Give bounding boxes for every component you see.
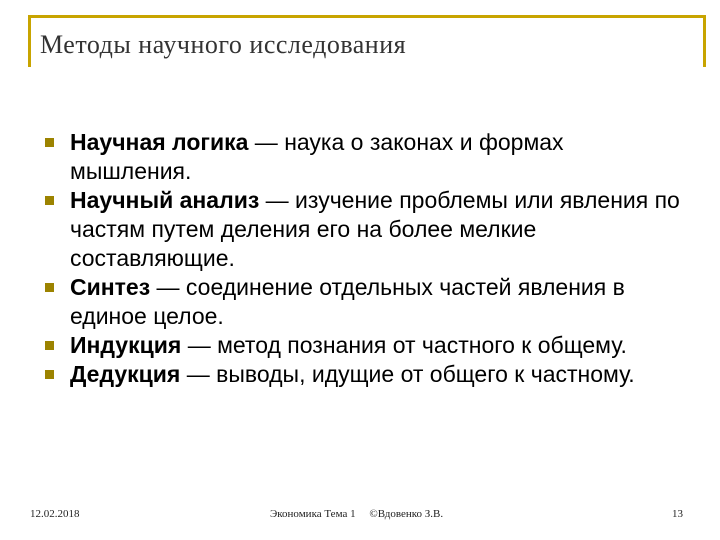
footer-date: 12.02.2018 xyxy=(30,508,80,520)
bullet-term: Научная логика xyxy=(70,129,249,155)
square-bullet-icon xyxy=(45,341,54,350)
square-bullet-icon xyxy=(45,283,54,292)
bullet-item-synthesis xyxy=(40,273,680,331)
bullet-item-induction xyxy=(40,331,680,360)
bullet-item-analysis xyxy=(40,186,680,273)
bullet-term: Индукция xyxy=(70,332,182,358)
bullet-term: Синтез xyxy=(70,274,151,300)
title-frame-right-line xyxy=(703,15,706,67)
slide-title: Методы научного исследования xyxy=(40,30,407,59)
square-bullet-icon xyxy=(45,138,54,147)
square-bullet-icon xyxy=(45,370,54,379)
bullet-text: — изучение проблемы или явления по частям путем деления его на более мелкие составляющие. xyxy=(70,187,680,271)
title-frame-left-line xyxy=(28,15,31,67)
bullet-term: Научный анализ xyxy=(70,187,260,213)
bullet-list xyxy=(40,128,680,389)
footer-page-number: 13 xyxy=(672,508,683,520)
footer-course-author: Экономика Тема 1 ©Вдовенко З.В. xyxy=(270,508,444,520)
bullet-text: — метод познания от частного к общему. xyxy=(181,332,627,358)
square-bullet-icon xyxy=(45,196,54,205)
title-frame-top-line xyxy=(28,15,706,18)
bullet-text: — наука о законах и формах мышления. xyxy=(70,129,564,184)
bullet-text: — выводы, идущие от общего к частному. xyxy=(180,361,635,387)
bullet-item-logic xyxy=(40,128,680,186)
bullet-term: Дедукция xyxy=(70,361,181,387)
bullet-item-deduction xyxy=(40,360,680,389)
bullet-text: — соединение отдельных частей явления в единое целое. xyxy=(70,274,625,329)
